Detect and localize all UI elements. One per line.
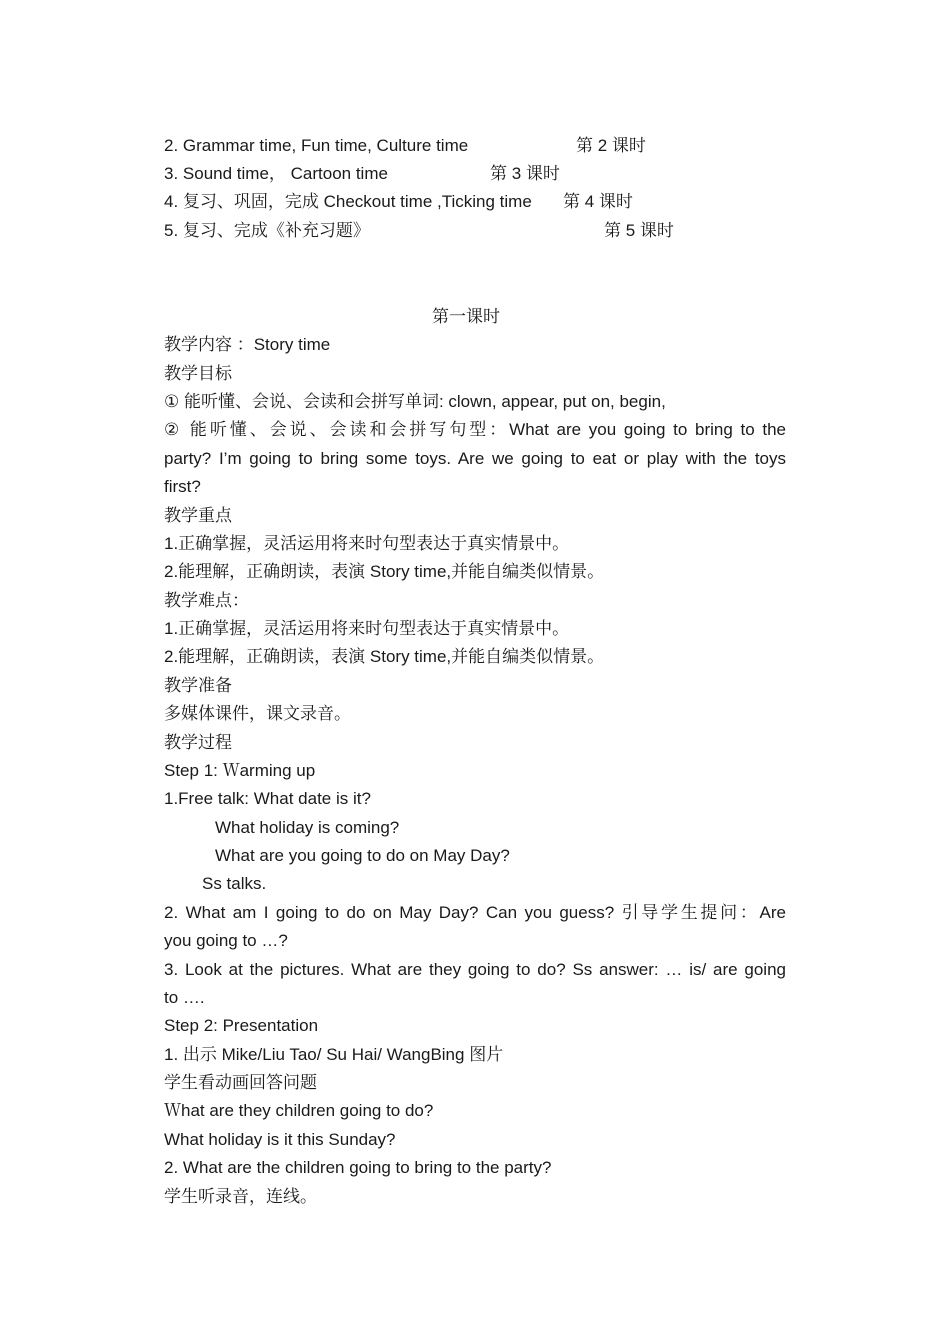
schedule-item-2: 2. Grammar time, Fun time, Culture time (164, 136, 469, 155)
lesson-title: 第一课时 (432, 307, 500, 326)
objectives-heading: 教学目标 (164, 364, 232, 383)
key-points-heading: 教学重点 (164, 506, 232, 525)
difficulty-1: 1.正确掌握，灵活运用将来时句型表达于真实情景中。 (164, 619, 570, 638)
ss-talks: Ss talks. (202, 874, 267, 893)
schedule-lesson-5: 第 5 课时 (604, 221, 674, 240)
objective-2-line-2: party? I’m going to bring some toys. Are we going to eat or play with the toys (164, 449, 786, 468)
step-2-heading: Step 2: Presentation (164, 1016, 319, 1035)
item-3-line-2: to …. (164, 988, 205, 1007)
free-talk: 1.Free talk: What date is it? (164, 789, 371, 808)
schedule-item-5: 5. 复习、完成《补充习题》 (164, 221, 370, 240)
key-point-2: 2.能理解，正确朗读，表演 Story time,并能自编类似情景。 (164, 562, 605, 581)
presentation-question-1: Ｗhat are they children going to do? (164, 1101, 434, 1120)
objective-1: ① 能听懂、会说、会读和会拼写单词: clown, appear, put on, begin, (164, 392, 666, 411)
schedule-item-3: 3. Sound time， Cartoon time (164, 164, 388, 183)
presentation-item-2: 2. What are the children going to bring to the party? (164, 1158, 552, 1177)
presentation-item-1: 1. 出示 Mike/Liu Tao/ Su Hai/ WangBing 图片 (164, 1045, 504, 1064)
schedule-item-4: 4. 复习、巩固，完成 Checkout time ,Ticking time (164, 192, 532, 211)
difficulties-heading: 教学难点： (164, 591, 249, 610)
difficulty-2: 2.能理解，正确朗读，表演 Story time,并能自编类似情景。 (164, 647, 605, 666)
objective-2-line-1: ② 能听懂、会说、会读和会拼写句型：What are you going to bring to the (164, 420, 786, 439)
teaching-content: 教学内容 ：Story time (164, 335, 331, 354)
presentation-item-2-sub: 学生听录音，连线。 (164, 1187, 317, 1206)
objective-2-line-3: first? (164, 477, 201, 496)
presentation-item-1-sub: 学生看动画回答问题 (164, 1073, 317, 1092)
preparation-text: 多媒体课件，课文录音。 (164, 704, 351, 723)
schedule-lesson-2: 第 2 课时 (576, 136, 646, 155)
process-heading: 教学过程 (164, 733, 232, 752)
step-1-heading: Step 1: Ｗarming up (164, 761, 316, 780)
question-holiday: What holiday is coming? (215, 818, 400, 837)
item-3-line-1: 3. Look at the pictures. What are they going to do? Ss answer: … is/ are going (164, 960, 786, 979)
preparation-heading: 教学准备 (164, 676, 232, 695)
item-2-line-2: you going to …? (164, 931, 288, 950)
item-2-line-1: 2. What am I going to do on May Day? Can you guess? 引导学生提问：Are (164, 903, 786, 922)
question-may-day: What are you going to do on May Day? (215, 846, 510, 865)
schedule-lesson-4: 第 4 课时 (563, 192, 633, 211)
schedule-lesson-3: 第 3 课时 (490, 164, 560, 183)
presentation-question-2: What holiday is it this Sunday? (164, 1130, 396, 1149)
key-point-1: 1.正确掌握，灵活运用将来时句型表达于真实情景中。 (164, 534, 570, 553)
